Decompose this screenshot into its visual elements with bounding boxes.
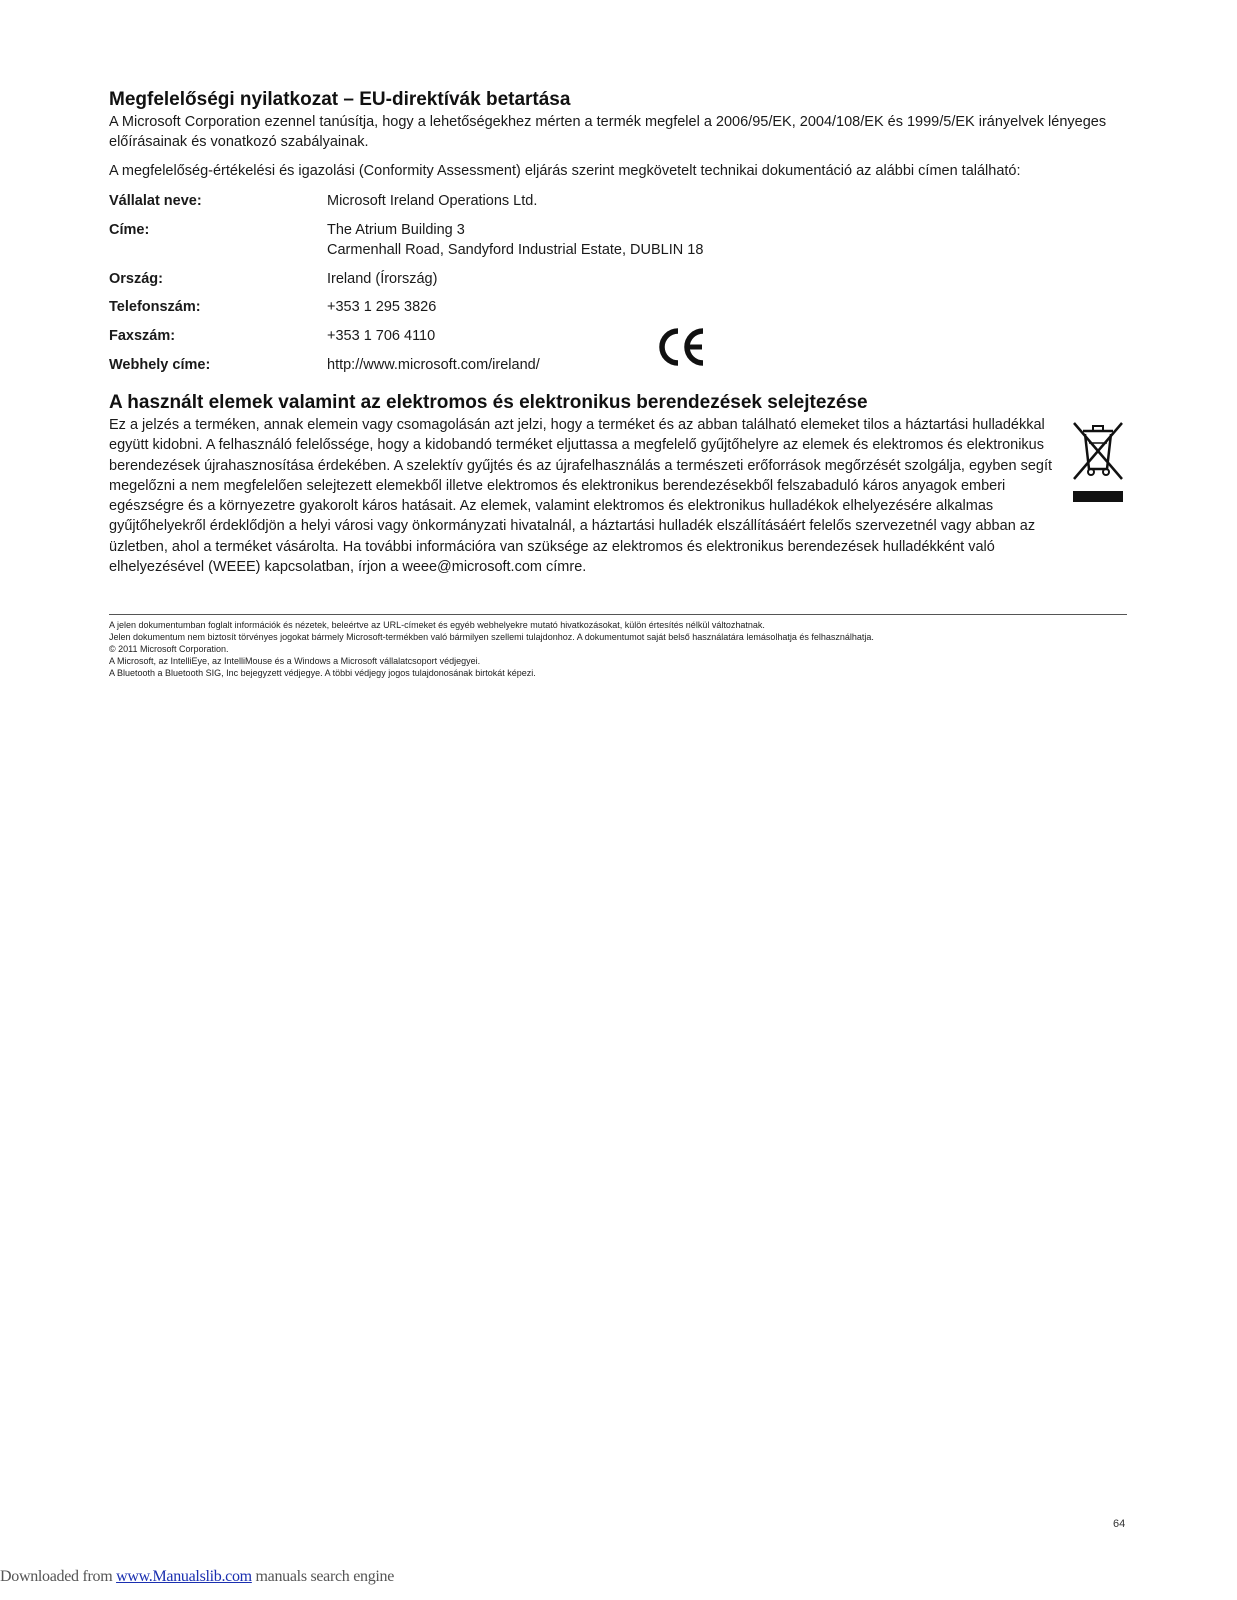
disposal-text: Ez a jelzés a terméken, annak elemein vagy csomagolásán azt jelzi, hogy a terméket és az abban található elemeket tilos a háztartási hulladékkal együtt kidobni. A felhasználó felelőssége, hogy a kidobandó terméket eljuttassa a megfelelő gyűjtőhelyre az elemek és elektromos és elektronikus berendezések újrahasznosítása érdekében. A szelektív gyűjtés és az újrafelhasználás a természeti erőforrások megőrzését szolgálja, egyben segít megelőzni a nem megfelelően selejtezett elemekből illetve elektromos és elektronikus berendezésekből felszabaduló káros anyagok emberi egészségre és a környezetre gyakorolt káros hatásait. Az elemek, valamint elektromos és elektronikus hulladékok elhelyezésére alkalmas gyűjtőhelyekről érdeklődjön a helyi városi vagy önkormányzati hivatalnál, a háztartási hulladék elszállításáért felelős szervezetnél vagy abban az üzletben, ahol a terméket vásárolta. Ha további információra van szüksége az elektromos és elektronikus berendezések hulladékként való elhelyezésével (WEEE) kapcsolatban, írjon a weee@microsoft.com címre. bbox=[109, 416, 1053, 575]
web-value: http://www.microsoft.com/ireland/ bbox=[327, 356, 540, 373]
legal-line-2: Jelen dokumentum nem biztosít törvényes jogokat bármely Microsoft-termékben való bármilyen szellemi tulajdonhoz. A dokumentumot saját belső használatára lemásolhatja és felhasználhatja. bbox=[109, 632, 874, 643]
web-label: Webhely címe: bbox=[109, 356, 211, 373]
contact-table bbox=[109, 191, 1127, 375]
address-label: Címe: bbox=[109, 221, 150, 238]
company-row bbox=[109, 191, 1127, 211]
country-value: Ireland (Írország) bbox=[327, 270, 438, 287]
legal-line-3: © 2011 Microsoft Corporation. bbox=[109, 644, 229, 655]
fax-row bbox=[109, 326, 1127, 346]
crossed-out-bin-icon bbox=[1069, 417, 1127, 505]
footer-divider bbox=[109, 614, 1127, 615]
fax-label: Faxszám: bbox=[109, 327, 176, 344]
declaration-intro: A Microsoft Corporation ezennel tanúsítja, hogy a lehetőségekhez mérten a termék megfelel a 2006/95/EK, 2004/108/EK és 1999/5/EK irányelvek lényeges előírásainak és vonatkozó szabályainak. bbox=[109, 114, 1107, 151]
assessment-text: A megfelelőség-értékelési és igazolási (Conformity Assessment) eljárás szerint megkövetelt technikai dokumentáció az alábbi címen található: bbox=[109, 162, 1021, 179]
address-value bbox=[327, 220, 1127, 261]
declaration-title: Megfelelőségi nyilatkozat – EU-direktívák betartása bbox=[109, 89, 571, 110]
page-number: 64 bbox=[1113, 1518, 1126, 1530]
legal-line-1: A jelen dokumentumban foglalt információk és nézetek, beleértve az URL-címeket és egyéb webhelyekre mutató hivatkozásokat, külön értesítés nélkül változhatnak. bbox=[109, 620, 765, 631]
disposal-section bbox=[109, 391, 1127, 577]
company-label: Vállalat neve: bbox=[109, 192, 202, 209]
address-row bbox=[109, 220, 1127, 261]
phone-value: +353 1 295 3826 bbox=[327, 299, 437, 316]
legal-footer bbox=[109, 619, 1127, 679]
download-footer bbox=[0, 1568, 394, 1586]
fax-value: +353 1 706 4110 bbox=[327, 327, 436, 344]
country-label: Ország: bbox=[109, 270, 163, 287]
legal-line-4: A Microsoft, az IntelliEye, az IntelliMouse és a Windows a Microsoft vállalatcsoport védjegyei. bbox=[109, 656, 481, 667]
manualslib-link[interactable]: www.Manualslib.com bbox=[116, 1568, 252, 1585]
company-value: Microsoft Ireland Operations Ltd. bbox=[327, 192, 538, 209]
disposal-title: A használt elemek valamint az elektromos és elektronikus berendezések selejtezése bbox=[109, 391, 868, 413]
ce-mark-icon bbox=[656, 325, 708, 369]
legal-line-5: A Bluetooth a Bluetooth SIG, Inc bejegyzett védjegye. A többi védjegy jogos tulajdonosának birtokát képezi. bbox=[109, 668, 536, 679]
download-suffix: manuals search engine bbox=[251, 1568, 395, 1585]
address-line-1: The Atrium Building 3 bbox=[327, 221, 465, 238]
phone-row bbox=[109, 297, 1127, 317]
web-row bbox=[109, 355, 1127, 375]
phone-label: Telefonszám: bbox=[109, 299, 201, 316]
address-line-2: Carmenhall Road, Sandyford Industrial Estate, DUBLIN 18 bbox=[327, 241, 704, 258]
document-page bbox=[109, 88, 1127, 679]
country-row bbox=[109, 269, 1127, 289]
download-prefix: Downloaded from bbox=[0, 1568, 117, 1585]
